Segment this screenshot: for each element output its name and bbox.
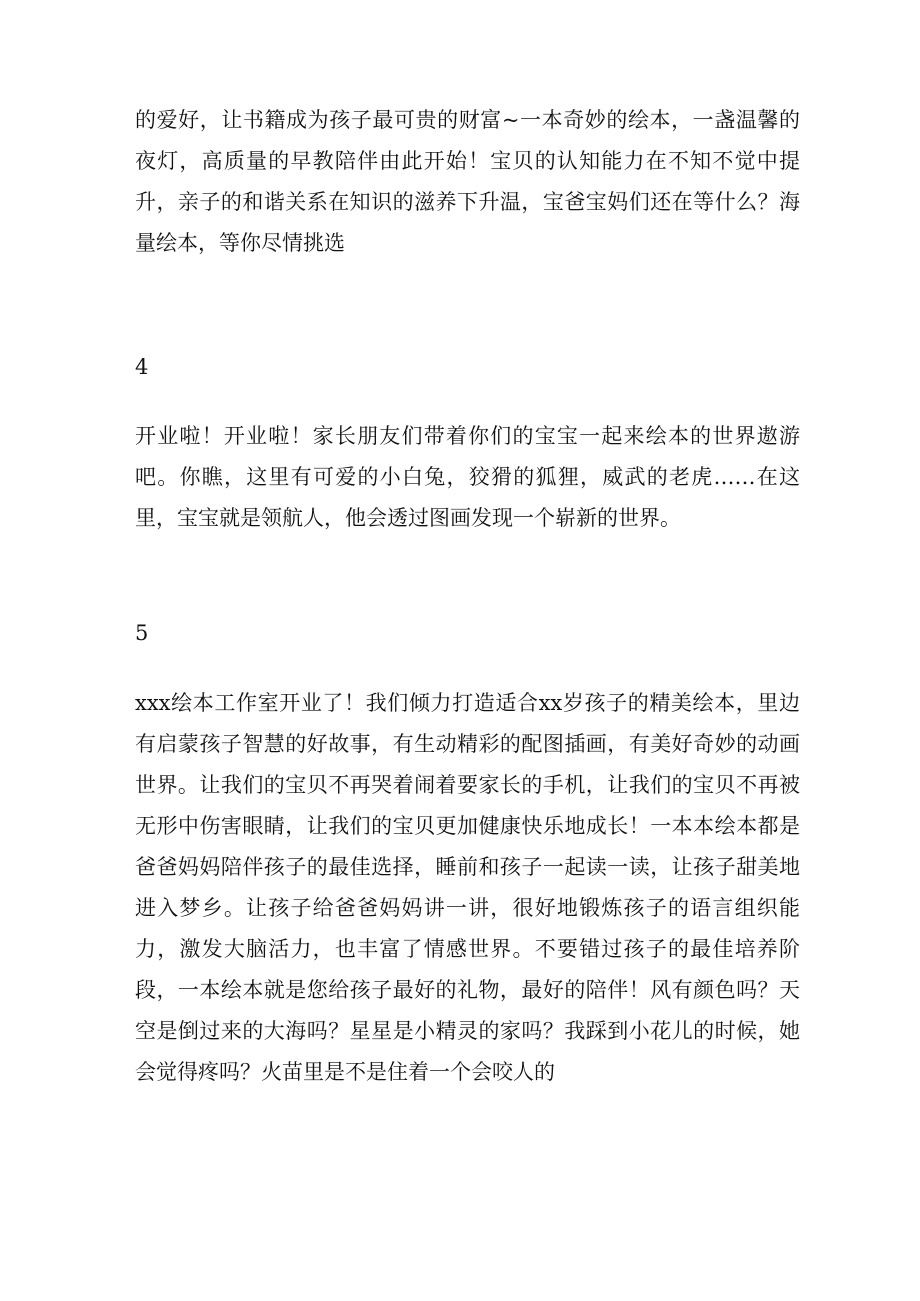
- section-number-4: 4: [135, 355, 149, 379]
- paragraph-studio-opening: xxx绘本工作室开业了！我们倾力打造适合xx岁孩子的精美绘本，里边有启蒙孩子智慧的好故事，有生动精彩的配图插画，有美好奇妙的动画世界。让我们的宝贝不再哭着闹着要家长的手机，让我们的宝贝不再被无形中伤害眼睛，让我们的宝贝更加健康快乐地成长！一本本绘本都是爸爸妈妈陪伴孩子的最佳选择，睡前和孩子一起读一读，让孩子甜美地进入梦乡。让孩子给爸爸妈妈讲一讲，很好地锻炼孩子的语言组织能力，激发大脑活力，也丰富了情感世界。不要错过孩子的最佳培养阶段，一本绘本就是您给孩子最好的礼物，最好的陪伴！风有颜色吗？天空是倒过来的大海吗？星星是小精灵的家吗？我踩到小花儿的时候，她会觉得疼吗？火苗里是不是住着一个会咬人的: [135, 691, 800, 1084]
- paragraph-reading-habit: 的爱好，让书籍成为孩子最可贵的财富~一本奇妙的绘本，一盏温馨的夜灯，高质量的早教陪伴由此开始！宝贝的认知能力在不知不觉中提升，亲子的和谐关系在知识的滋养下升温，宝爸宝妈们还在等什么？海量绘本，等你尽情挑选: [135, 108, 800, 255]
- paragraph-grand-opening: 开业啦！开业啦！家长朋友们带着你们的宝宝一起来绘本的世界遨游吧。你瞧，这里有可爱的小白兔，狡猾的狐狸，威武的老虎……在这里，宝宝就是领航人，他会透过图画发现一个崭新的世界。: [135, 424, 800, 530]
- section-number-5: 5: [135, 621, 149, 645]
